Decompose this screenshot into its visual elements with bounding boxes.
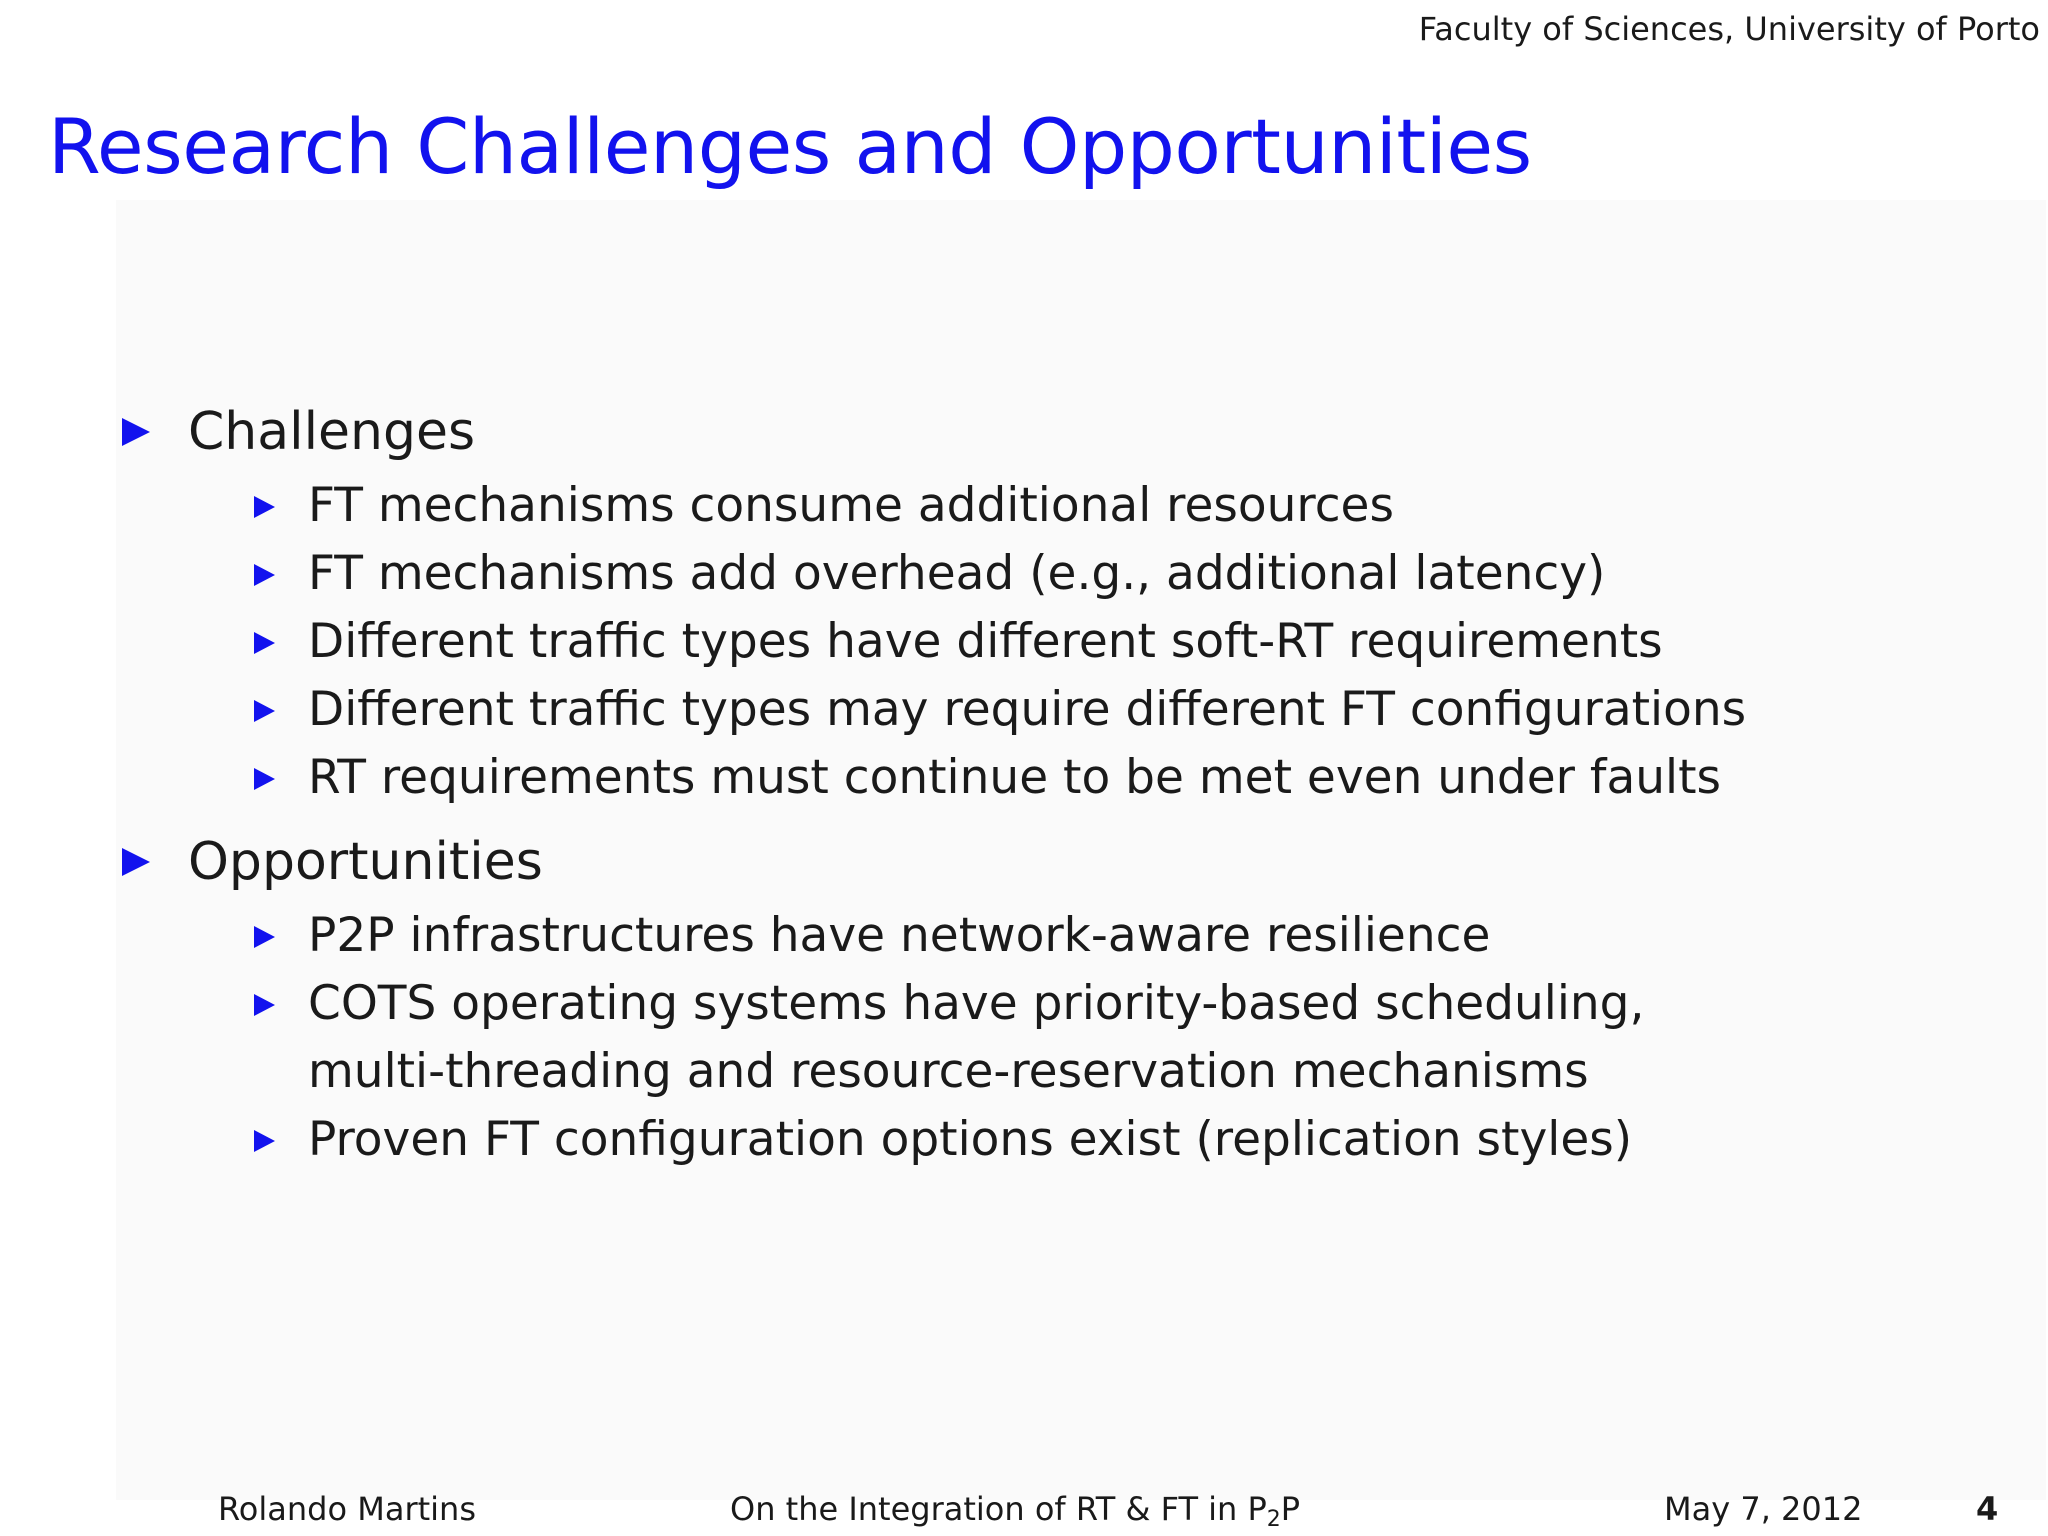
footer-author: Rolando Martins [218,1490,476,1528]
list-item [118,902,1746,970]
slide-content [118,392,1746,1174]
institution-header: Faculty of Sciences, University of Porto [1418,10,2040,48]
list-item [118,744,1746,812]
list-item [118,970,1746,1106]
list-item [118,540,1746,608]
triangle-right-icon [254,768,275,790]
footer-talk-title [730,1490,1300,1532]
list-item-text: P2P infrastructures have network-aware resilience [308,908,1491,963]
triangle-right-icon [254,496,275,518]
list-item-text: FT mechanisms add overhead (e.g., additional latency) [308,546,1606,601]
footer-talk-title-prefix: On the Integration of RT & FT in P [730,1490,1267,1528]
list-item [118,608,1746,676]
section-opportunities [118,822,1746,1174]
triangle-right-icon [122,418,150,446]
triangle-right-icon [254,926,275,948]
triangle-right-icon [122,848,150,876]
section-challenges [118,392,1746,812]
slide-footer [0,1490,2048,1530]
list-item-text: Different traffic types have different soft-RT requirements [308,614,1663,669]
footer-talk-title-subscript: 2 [1266,1507,1281,1532]
page-number: 4 [1976,1490,1999,1528]
list-item [118,676,1746,744]
list-item [118,472,1746,540]
triangle-right-icon [254,632,275,654]
triangle-right-icon [254,994,275,1016]
triangle-right-icon [254,564,275,586]
list-item-text-line-2: multi-threading and resource-reservation mechanisms [308,1044,1589,1099]
triangle-right-icon [254,700,275,722]
list-item [118,1106,1746,1174]
list-item-text: RT requirements must continue to be met even under faults [308,750,1722,805]
list-item-text: FT mechanisms consume additional resources [308,478,1394,533]
slide-title: Research Challenges and Opportunities [48,102,1532,191]
list-item-text-line-1: COTS operating systems have priority-based scheduling, [308,976,1645,1031]
footer-talk-title-suffix: P [1280,1490,1301,1528]
list-item-text: Different traffic types may require different FT configurations [308,682,1747,737]
triangle-right-icon [254,1130,275,1152]
section-heading [118,392,1746,472]
section-heading-label: Challenges [188,402,476,462]
list-item-text: Proven FT configuration options exist (replication styles) [308,1112,1633,1167]
section-heading-label: Opportunities [188,832,543,892]
footer-date: May 7, 2012 [1664,1490,1863,1528]
section-heading [118,822,1746,902]
